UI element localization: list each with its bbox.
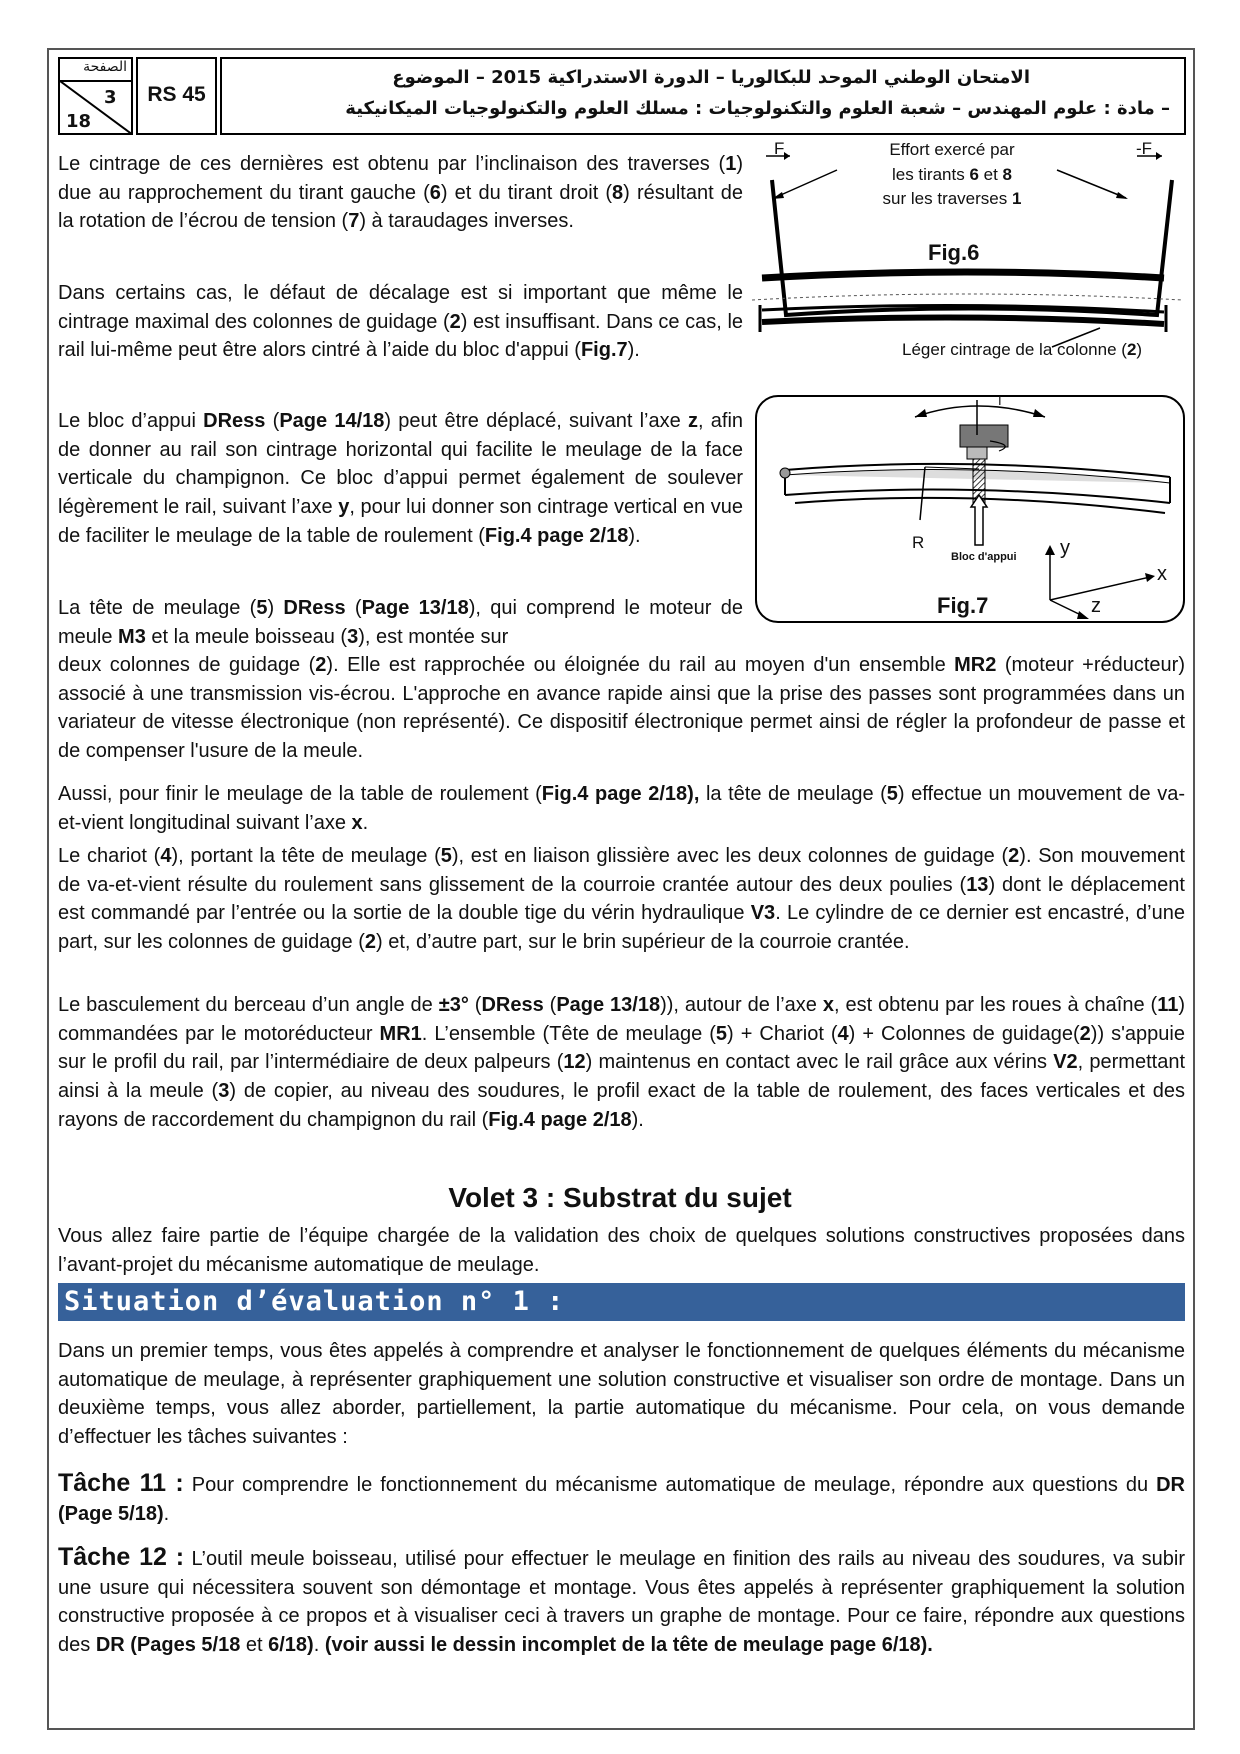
page-number: 3 — [104, 87, 117, 108]
fig7-drawing — [755, 395, 1187, 625]
fig7-rail-end — [780, 468, 790, 478]
paragraph-5: Aussi, pour finir le meulage de la table de roulement (Fig.4 page 2/18), la tête de meulage (5) effectue un mouvement de va-et-vient longitudinal suivant l’axe x. — [58, 783, 1186, 834]
figure-7 — [755, 395, 1187, 625]
task-11-title: Tâche 11 : — [58, 1469, 184, 1497]
fig6-note — [847, 138, 1057, 212]
fig7-label-bloc: Bloc d'appui — [951, 551, 1017, 563]
fig6-force-right: -F — [1136, 139, 1153, 158]
paragraph-7: Le basculement du berceau d’un angle de ±3° (DRess (Page 13/18)), autour de l’axe x, est obtenu par les roues à chaîne (11) commandées par le motoréducteur MR1. L’ensemble (Tête de meulage (5) + Chariot (4) + Colonnes de guidage(2)) s'appuie sur le profil du rail, par l’intermédiaire de deux palpeurs (12) maintenus en contact avec le rail grâce aux vérins V2, permettant ainsi à la meule (3) de copier, au niveau des soudures, le profil exact de la table de roulement, des faces verticales et des rayons de raccordement du champignon du rail (Fig.4 page 2/18). — [58, 994, 1186, 1131]
fig6-bottom-beam — [762, 272, 1164, 278]
fig6-column-dashed — [752, 294, 1182, 300]
paragraph-2: Dans certains cas, le défaut de décalage est si important que même le cintrage maximal des colonnes de guidage (2) est insuffisant. Dans ce cas, le rail lui-même peut être alors cintré à l’aide du bloc d'appui (Fig.7). — [58, 282, 744, 362]
fig6-force-left: F — [774, 139, 785, 158]
exam-code: RS 45 — [136, 57, 217, 135]
fig7-label-R: R — [912, 533, 925, 552]
page-label: الصفحة — [83, 59, 127, 75]
exam-title-box — [220, 57, 1186, 135]
paragraph-1: Le cintrage de ces dernières est obtenu par l’inclinaison des traverses (1) due au rapprochement du tirant gauche (6) et du tirant droit (8) résultant de la rotation de l’écrou de tension (7) à taraudages inverses. — [58, 153, 743, 233]
exam-title-line1: الامتحان الوطني الموحد للبكالوريا – الدورة الاستدراكية 2015 – الموضوع — [392, 67, 1030, 88]
situation-title: Situation d’évaluation n° 1 : — [64, 1286, 565, 1317]
page-header — [58, 57, 1186, 137]
paragraph-4a: La tête de meulage (5) DRess (Page 13/18), qui comprend le moteur de meule M3 et la meule boisseau (3), est montée sur — [58, 597, 743, 648]
fig6-note-line1: Effort exercé par — [889, 140, 1015, 159]
fig6-bottom-note: Léger cintrage de la colonne (2) — [902, 340, 1143, 359]
fig6-caption: Fig.6 — [928, 240, 980, 265]
paragraph-6: Le chariot (4), portant la tête de meulage (5), est en liaison glissière avec les deux colonnes de guidage (2). Son mouvement de va-et-vient résulte du roulement sans glissement de la courroie crantée autour des deux poulies (13) dont le déplacement est commandé par l’entrée ou la sortie de la double tige du vérin hydraulique V3. Le cylindre de ce dernier est encastré, d’une part, sur les colonnes de guidage (2) et, d’autre part, sur le brin supérieur de la courroie crantée. — [58, 845, 1185, 954]
task-12-title: Tâche 12 : — [58, 1543, 185, 1571]
fig6-column-bottom — [762, 317, 1164, 324]
paragraph-4b: deux colonnes de guidage (2). Elle est rapprochée ou éloignée du rail au moyen d'un ensemble MR2 (moteur +réducteur) associé à une transmission vis-écrou. L'approche en avance rapide ainsi que la prise des passes sont programmées dans un variateur de vitesse électronique (non représenté). Ce dispositif électronique permet ainsi de régler la profondeur de passe et de compenser l'usure de la meule. — [58, 654, 1185, 763]
paragraph-3: Le bloc d’appui DRess (Page 14/18) peut être déplacé, suivant l’axe z, afin de donner au rail son cintrage horizontal qui facilite le meulage de la face verticale du champignon. Ce bloc d’appui permet également de soulever légèrement le rail, suivant l’axe y, pour lui donner son cintrage vertical en vue de faciliter le meulage de la table de roulement (Fig.4 page 2/18). — [58, 410, 744, 547]
fig7-label-I: I — [998, 393, 1002, 408]
fig6-note-line3: sur les traverses 1 — [882, 189, 1022, 208]
page-number-box — [58, 57, 133, 135]
fig6-note-line2: les tirants 6 et 8 — [891, 164, 1013, 184]
fig6-pointer-left — [774, 170, 837, 198]
situation-banner — [58, 1283, 1185, 1321]
fig7-rotation-arrow — [915, 406, 1045, 417]
task-12: Tâche 12 : L’outil meule boisseau, utilisé pour effectuer le meulage en finition des rails au niveau des soudures, va subir une usure qui nécessitera souvent son démontage et montage. Vous êtes appelés à représenter graphiquement la solution constructive proposée à ce propos et à visualiser ceci à travers un graphe de montage. Pour ce faire, répondre aux questions des DR (Pages 5/18 et 6/18). (voir aussi le dessin incomplet de la tête de meulage page 6/18). — [58, 1543, 1185, 1657]
fig7-support-arrow — [971, 495, 987, 545]
task-11: Tâche 11 : Pour comprendre le fonctionnement du mécanisme automatique de meulage, répondre aux questions du DR (Page 5/18). — [58, 1469, 1185, 1525]
fig7-axis-z-label: z — [1091, 595, 1101, 617]
situation-intro: Dans un premier temps, vous êtes appelés à comprendre et analyser le fonctionnement de quelques éléments du mécanisme automatique de meulage, à représenter graphiquement une solution constructive et visualiser son ordre de montage. Dans un deuxième temps, vous allez aborder, partiellement, la partie automatique du mécanisme. Pour cela, on vous demande d’effectuer les tâches suivantes : — [58, 1340, 1185, 1449]
total-pages: 18 — [66, 111, 92, 132]
fig7-caption: Fig.7 — [937, 593, 989, 618]
volet-text: Vous allez faire partie de l’équipe chargée de la validation des choix de quelques solutions constructives proposées dans l’avant-projet du mécanisme automatique de meulage. — [58, 1225, 1185, 1276]
exam-title-line2: – مادة : علوم المهندس – شعبة العلوم والتكنولوجيات : مسلك العلوم والتكنولوجيات الميكانيكية — [345, 98, 1170, 119]
volet-heading: Volet 3 : Substrat du sujet — [448, 1182, 792, 1213]
fig7-axis-y-label: y — [1060, 537, 1070, 559]
fig7-axis-x-label: x — [1157, 563, 1167, 585]
fig6-pointer-right — [1057, 170, 1126, 198]
figure-6 — [752, 140, 1192, 370]
